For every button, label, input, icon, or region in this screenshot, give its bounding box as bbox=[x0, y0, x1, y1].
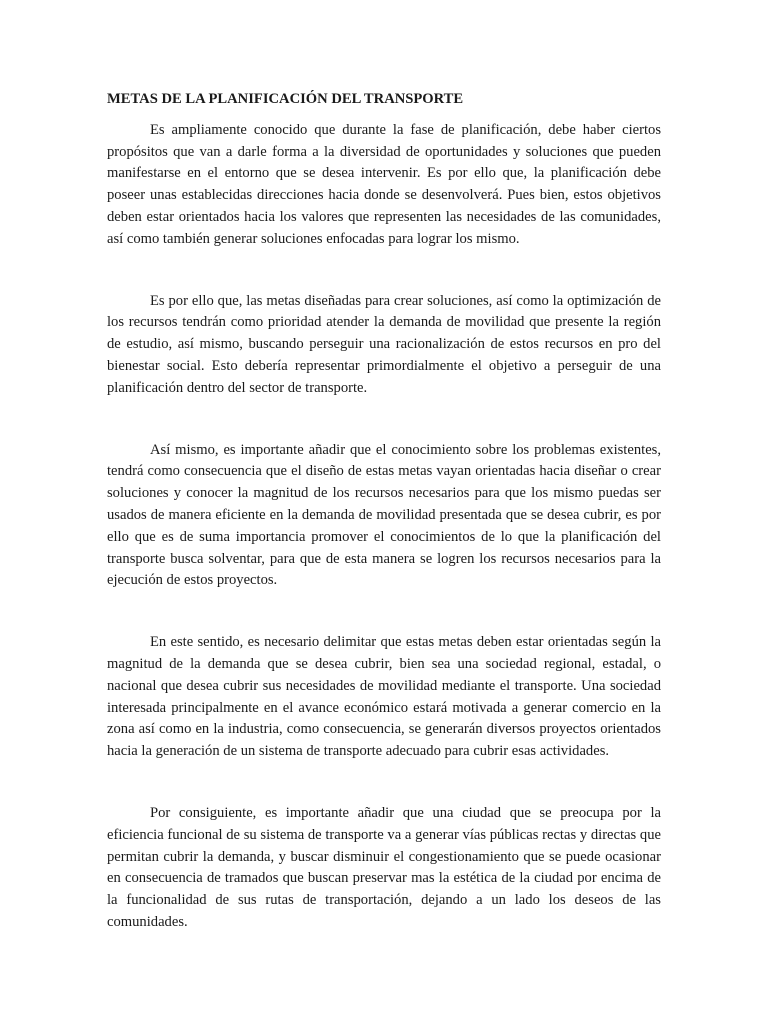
paragraph-4: En este sentido, es necesario delimitar que estas metas deben estar orientadas según la magnitud de la demanda que se desea cubrir, bien sea una sociedad regional, estadal, o nacional que desea cubrir sus necesidades de movilidad mediante el transporte. Una sociedad interesada principalmente en el avance económico estará motivada a generar comercio en la zona así como en la industria, como consecuencia, se generarán diversos proyectos orientados hacia la generación de un sistema de transporte adecuado para cubrir esas actividades. bbox=[107, 634, 661, 760]
paragraph-3: Así mismo, es importante añadir que el conocimiento sobre los problemas existentes, tendrá como consecuencia que el diseño de estas metas vayan orientadas hacia diseñar o crear soluciones y conocer la magnitud de los recursos necesarios para que los mismo puedas ser usados de manera eficiente en la demanda de movilidad presentada que se desea cubrir, es por ello que es de suma importancia promover el conocimientos de lo que la planificación del transporte busca solventar, para que de esta manera se logren los recursos necesarios para la ejecución de estos proyectos. bbox=[107, 441, 661, 589]
paragraph-1: Es ampliamente conocido que durante la fase de planificación, debe haber ciertos propósitos que van a darle forma a la diversidad de oportunidades y soluciones que pueden manifestarse en el entorno que se desea intervenir. Es por ello que, la planificación debe poseer unas establecidas direcciones hacia donde se desenvolverá. Pues bien, estos objetivos deben estar orientados hacia los valores que representen las necesidades de las comunidades, así como también generar soluciones enfocadas para lograr los mismo. bbox=[107, 121, 661, 247]
document-page bbox=[107, 89, 661, 934]
paragraph-2: Es por ello que, las metas diseñadas para crear soluciones, así como la optimización de los recursos tendrán como prioridad atender la demanda de movilidad que presente la región de estudio, así mismo, buscando perseguir una racionalización de estos recursos en pro del bienestar social. Esto debería representar primordialmente el objetivo a perseguir de una planificación dentro del sector de transporte. bbox=[107, 292, 661, 396]
paragraph-5: Por consiguiente, es importante añadir que una ciudad que se preocupa por la eficiencia funcional de su sistema de transporte va a generar vías públicas rectas y directas que permitan cubrir la demanda, y buscar disminuir el congestionamiento que se puede ocasionar en consecuencia de tramados que buscan preservar mas la estética de la ciudad por encima de la funcionalidad de sus rutas de transportación, dejando a un lado los deseos de las comunidades. bbox=[107, 804, 661, 930]
document-title: METAS DE LA PLANIFICACIÓN DEL TRANSPORTE bbox=[107, 91, 464, 107]
